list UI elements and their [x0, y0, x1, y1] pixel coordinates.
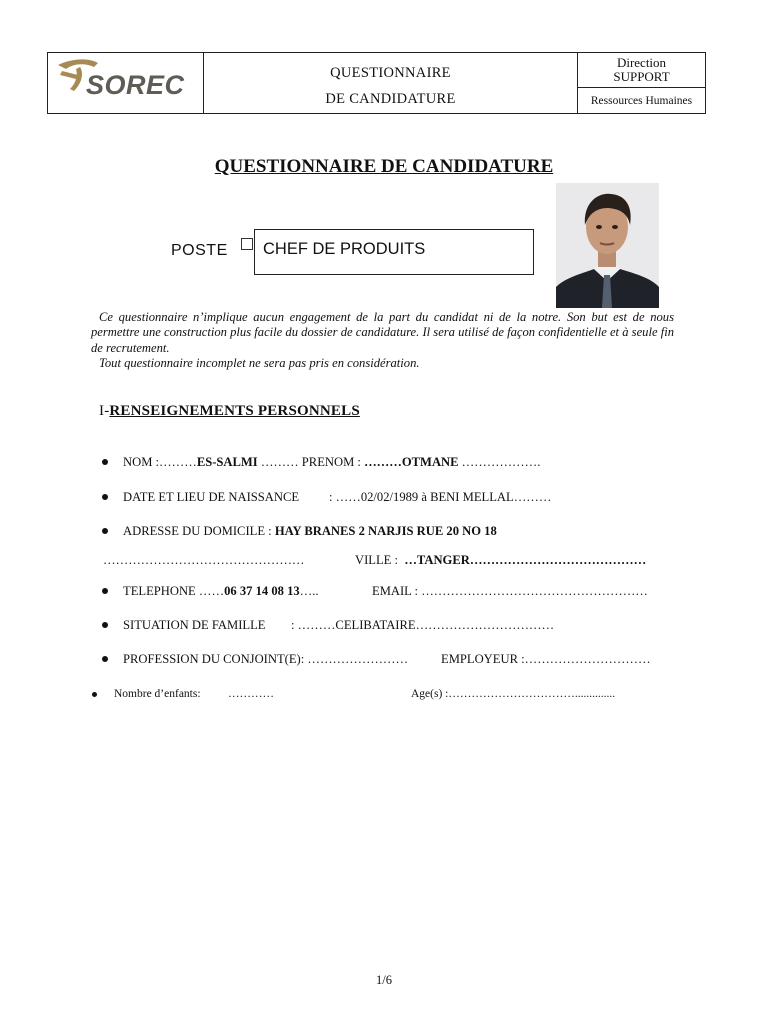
prenom-value: ………OTMANE: [364, 455, 459, 469]
adresse-dots: …………………………………………: [103, 553, 305, 567]
profession-label: PROFESSION DU CONJOINT(E): ……………………: [123, 652, 409, 666]
candidate-photo: [556, 183, 659, 308]
nom-label: NOM :………: [123, 455, 197, 469]
telephone-label: TELEPHONE ……: [123, 584, 225, 598]
situation-value: : ………CELIBATAIRE……………………………: [291, 618, 555, 632]
adresse-label: ADRESSE DU DOMICILE :: [123, 524, 275, 538]
ville-row: [355, 553, 646, 568]
situation-label: SITUATION DE FAMILLE: [123, 618, 266, 632]
email-label: EMAIL : ………………………………………………: [372, 584, 648, 598]
document-header: [47, 52, 706, 114]
page-title: QUESTIONNAIRE DE CANDIDATURE: [214, 156, 554, 177]
section-title: RENSEIGNEMENTS PERSONNELS: [109, 403, 360, 419]
enfants-label: Nombre d’enfants:: [114, 688, 201, 700]
nom-value: ES-SALMI: [196, 455, 258, 469]
employeur-label: EMPLOYEUR :…………………………: [441, 652, 651, 666]
telephone-value: 06 37 14 08 13: [224, 584, 300, 598]
poste-value: CHEF DE PRODUITS: [263, 240, 426, 258]
nom-dots: ……… PRENOM :: [257, 455, 365, 469]
adresse-value: HAY BRANES 2 NARJIS RUE 20 NO 18: [274, 524, 497, 538]
naissance-label: DATE ET LIEU DE NAISSANCE: [123, 490, 300, 504]
header-title-cell: [204, 53, 578, 113]
nom-prenom-row: [123, 455, 540, 470]
ville-value: …TANGER……………………………………: [404, 553, 647, 567]
bullet: [102, 656, 108, 662]
section-prefix: I-: [99, 403, 110, 419]
enfants-dots: …………: [228, 688, 274, 700]
header-title-line2: DE CANDIDATURE: [325, 91, 456, 107]
poste-label: POSTE: [171, 242, 228, 259]
dept-line2: SUPPORT: [613, 69, 670, 84]
logo-cell: [48, 53, 204, 113]
header-title-line1: QUESTIONNAIRE: [330, 65, 451, 81]
dept-line1: Direction: [616, 55, 667, 70]
page-number: 1/6: [376, 973, 392, 987]
bullet: [102, 528, 108, 534]
bullet: [102, 459, 108, 465]
header-dept-cell: [578, 53, 705, 113]
telephone-dots: …..: [299, 584, 319, 598]
dept-name: [578, 53, 705, 88]
poste-checkbox[interactable]: [241, 238, 253, 250]
bullet: [102, 494, 108, 500]
intro-paragraph-2: Tout questionnaire incomplet ne sera pas pris en considération.: [99, 356, 420, 371]
bullet: [92, 692, 97, 697]
logo-text: SOREC: [86, 70, 185, 100]
dept-sub: Ressources Humaines: [590, 95, 693, 107]
adresse-row: [123, 524, 497, 539]
prenom-dots: ……………….: [458, 455, 541, 469]
intro-paragraph-1: Ce questionnaire n’implique aucun engagement de la part du candidat ni de la notre. Son but est de nous permettre une construction plus facile du dossier de candidature. Il sera utilisé de façon confidentielle et à seule fin de recrutement.: [91, 310, 674, 355]
ages-label: Age(s) :……………………………..............: [411, 688, 616, 700]
ville-label: VILLE :: [355, 553, 399, 567]
naissance-value: : ……02/02/1989 à BENI MELLAL………: [329, 490, 552, 504]
bullet: [102, 622, 108, 628]
intro-text: [91, 310, 674, 372]
telephone-row: [123, 584, 319, 599]
section-heading: [99, 403, 360, 420]
bullet: [102, 588, 108, 594]
